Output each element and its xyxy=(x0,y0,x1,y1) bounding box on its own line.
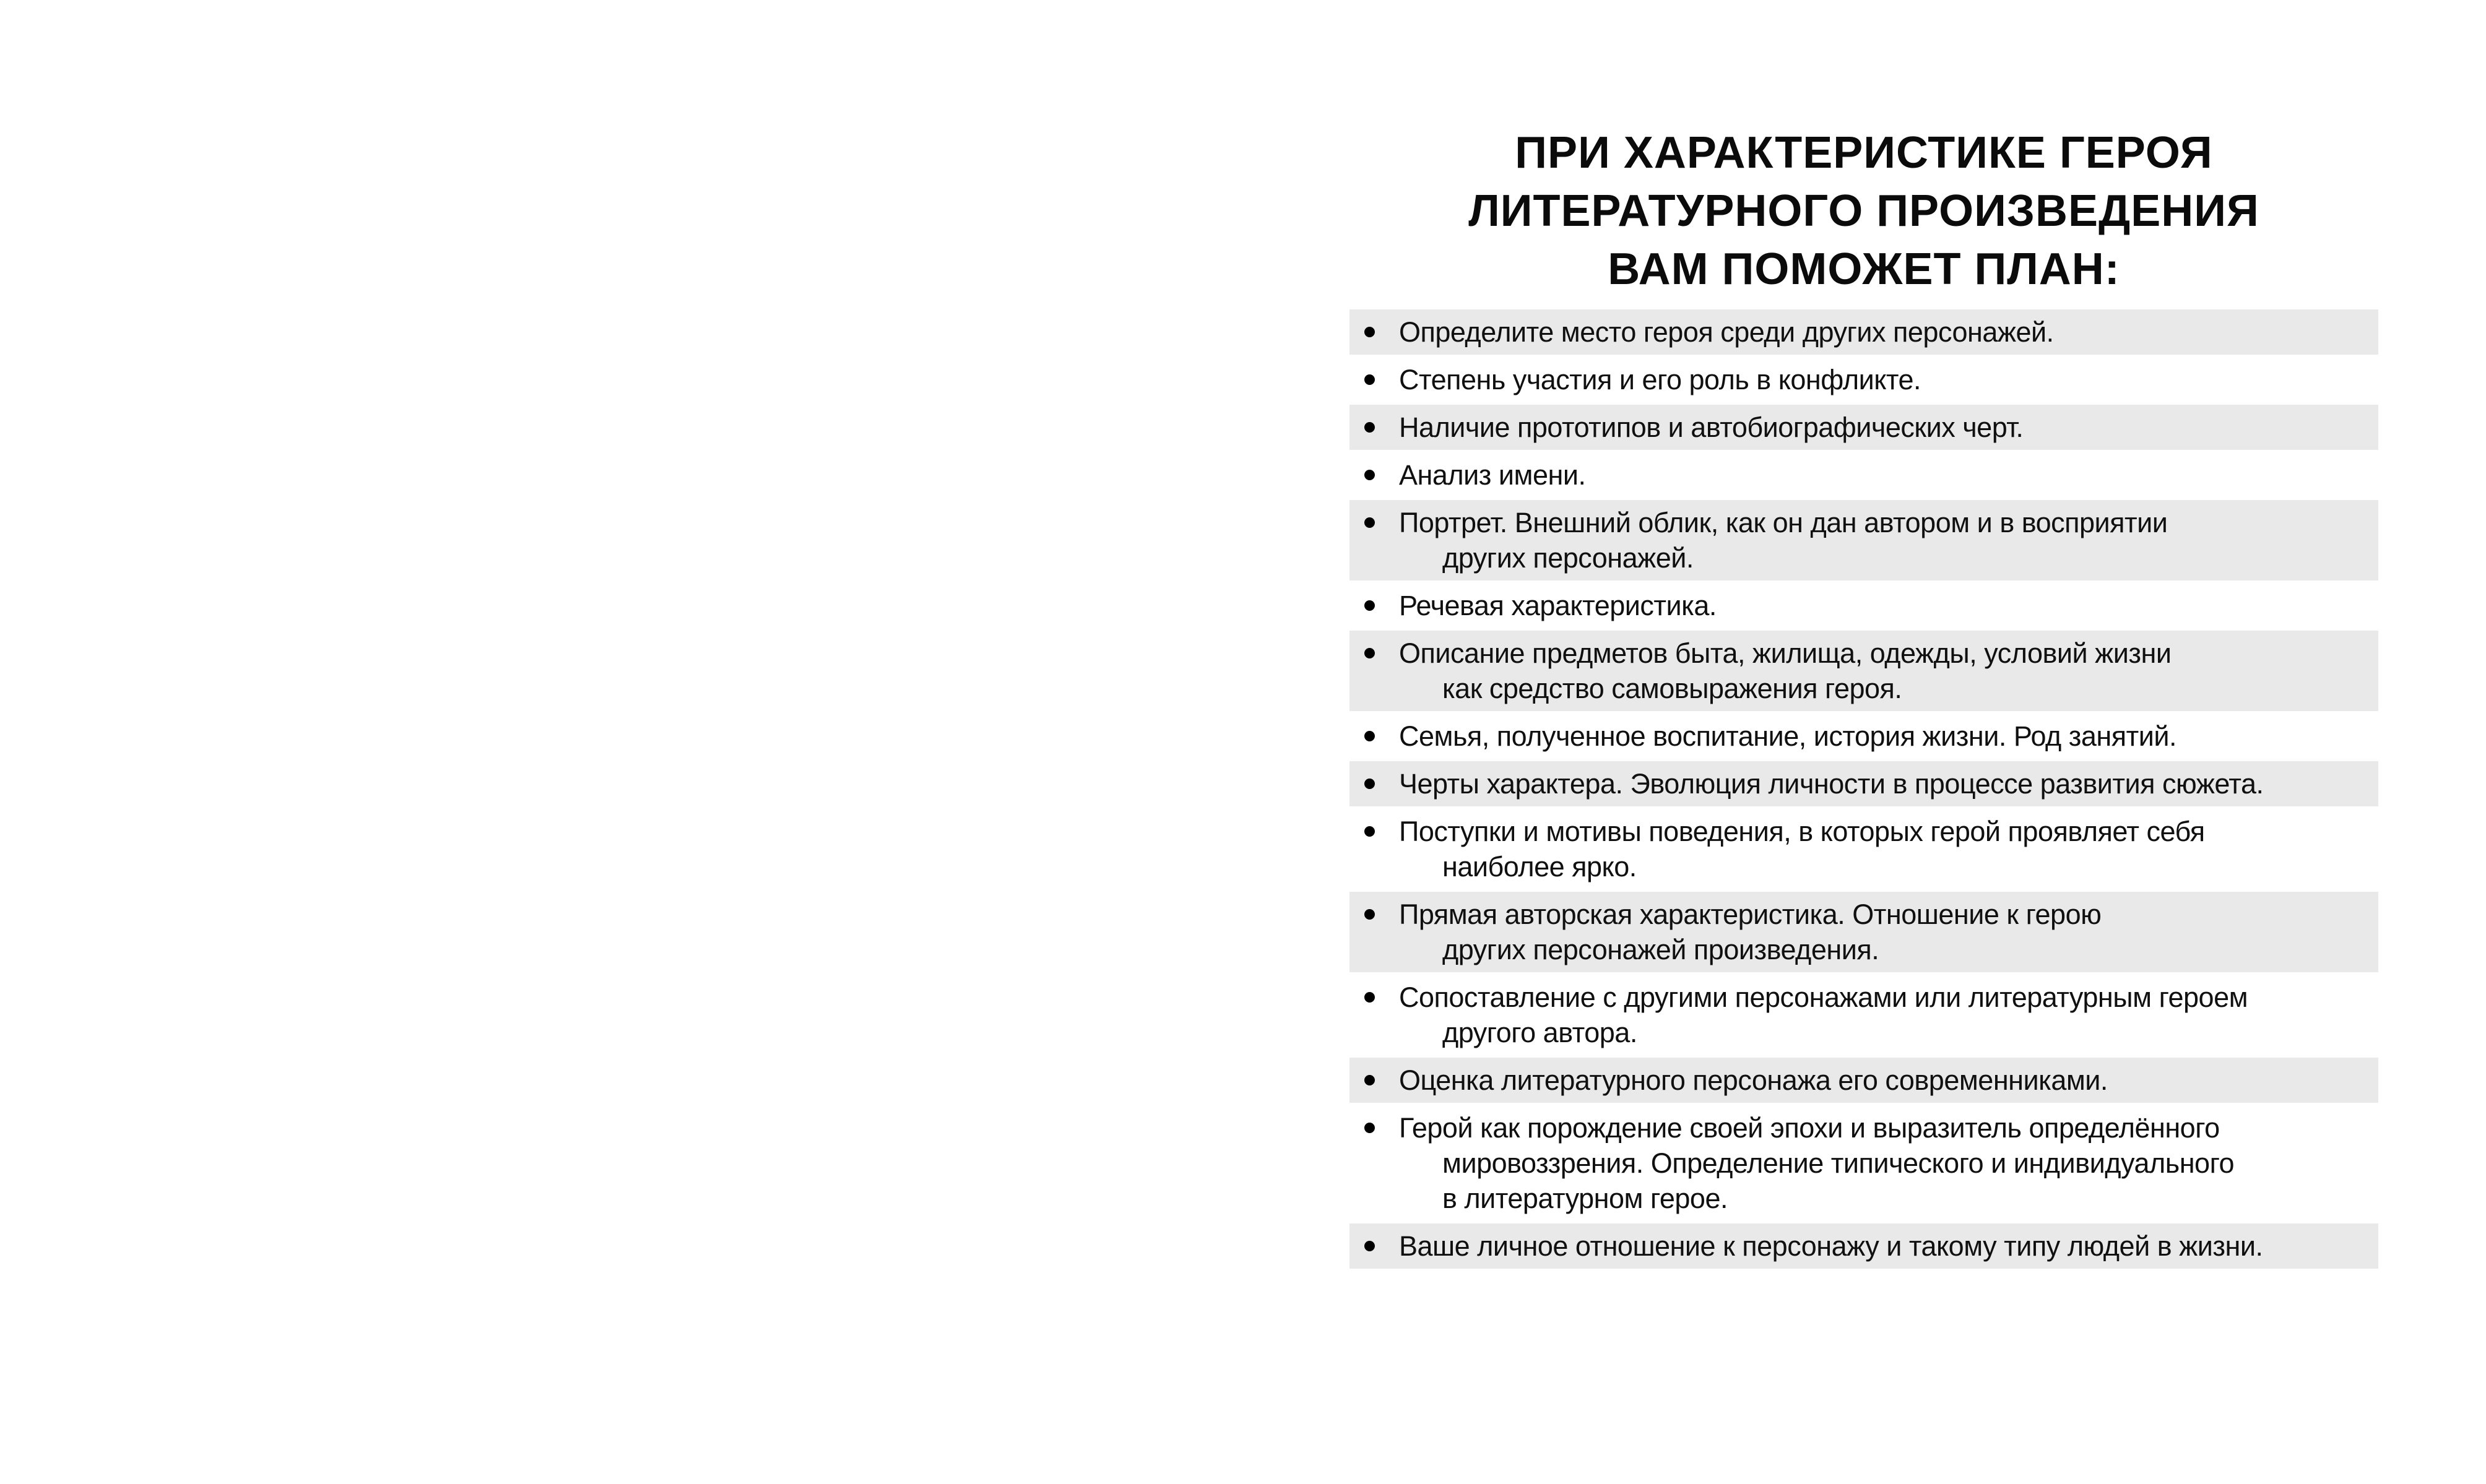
list-item-line-continuation: наиболее ярко. xyxy=(1442,851,1637,882)
list-item-line: Черты характера. Эволюция личности в процессе развития сюжета. xyxy=(1399,768,2264,800)
list-item xyxy=(1349,1223,2378,1269)
list-item-line: Описание предметов быта, жилища, одежды, условий жизни xyxy=(1399,637,2172,669)
list-item xyxy=(1349,309,2378,355)
bullet-icon xyxy=(1364,909,1375,920)
list-item xyxy=(1349,583,2378,628)
list-item-line-continuation: других персонажей произведения. xyxy=(1442,934,1879,965)
bullet-icon xyxy=(1364,779,1375,789)
list-item-line: Степень участия и его роль в конфликте. xyxy=(1399,364,1921,395)
bullet-icon xyxy=(1364,517,1375,528)
bullet-icon xyxy=(1364,826,1375,837)
list-item-line-continuation: мировоззрения. Определение типического и индивидуального xyxy=(1442,1147,2235,1179)
bullet-icon xyxy=(1364,1241,1375,1251)
list-item xyxy=(1349,892,2378,972)
page-title-line-3: ВАМ ПОМОЖЕТ ПЛАН: xyxy=(1608,244,2120,294)
list-item-text xyxy=(1399,766,2373,801)
bullet-icon xyxy=(1364,731,1375,741)
list-item-line: Ваше личное отношение к персонажу и такому типу людей в жизни. xyxy=(1399,1230,2263,1262)
list-item-line-continuation: других персонажей. xyxy=(1442,542,1694,574)
list-item-line-continuation: как средство самовыражения героя. xyxy=(1442,673,1902,704)
list-item-line: Герой как порождение своей эпохи и выразитель определённого xyxy=(1399,1112,2220,1144)
list-item xyxy=(1349,1058,2378,1103)
list-item xyxy=(1349,405,2378,450)
list-item-line: Речевая характеристика. xyxy=(1399,590,1717,621)
list-item-text xyxy=(1399,897,2373,967)
list-item-text xyxy=(1399,718,2373,754)
list-item xyxy=(1349,452,2378,498)
list-item-line: Портрет. Внешний облик, как он дан автором и в восприятии xyxy=(1399,507,2168,538)
list-item xyxy=(1349,809,2378,889)
list-item-line: Прямая авторская характеристика. Отношение к герою xyxy=(1399,899,2102,930)
bullet-icon xyxy=(1364,1123,1375,1133)
list-item-text xyxy=(1399,457,2373,493)
list-item-line: Семья, полученное воспитание, история жизни. Род занятий. xyxy=(1399,720,2177,752)
plan-list xyxy=(1349,309,2378,1269)
list-item-text xyxy=(1399,814,2373,884)
bullet-icon xyxy=(1364,374,1375,385)
list-item-line-continuation: другого автора. xyxy=(1442,1017,1637,1048)
list-item xyxy=(1349,714,2378,759)
list-item-line-continuation: в литературном герое. xyxy=(1442,1183,1728,1214)
list-item-line: Определите место героя среди других персонажей. xyxy=(1399,316,2054,348)
bullet-icon xyxy=(1364,600,1375,611)
list-item-text xyxy=(1399,410,2373,445)
list-item-text xyxy=(1399,505,2373,576)
list-item-line: Наличие прототипов и автобиографических черт. xyxy=(1399,412,2024,443)
list-item xyxy=(1349,631,2378,711)
list-item-line: Сопоставление с другими персонажами или литературным героем xyxy=(1399,981,2248,1013)
list-item-line: Оценка литературного персонажа его современниками. xyxy=(1399,1064,2108,1096)
bullet-icon xyxy=(1364,992,1375,1003)
bullet-icon xyxy=(1364,1075,1375,1085)
list-item-line: Поступки и мотивы поведения, в которых герой проявляет себя xyxy=(1399,816,2205,847)
list-item-text xyxy=(1399,980,2373,1050)
list-item-text xyxy=(1399,588,2373,623)
list-item-text xyxy=(1399,1063,2373,1098)
slide-content xyxy=(1349,124,2378,1271)
list-item xyxy=(1349,761,2378,806)
page-title xyxy=(1349,124,2378,298)
list-item xyxy=(1349,975,2378,1055)
list-item-text xyxy=(1399,1228,2373,1264)
list-item-line: Анализ имени. xyxy=(1399,459,1586,491)
list-item xyxy=(1349,500,2378,580)
bullet-icon xyxy=(1364,470,1375,480)
list-item-text xyxy=(1399,1110,2373,1216)
list-item-text xyxy=(1399,314,2373,350)
page-title-line-2: ЛИТЕРАТУРНОГО ПРОИЗВЕДЕНИЯ xyxy=(1468,186,2259,236)
bullet-icon xyxy=(1364,648,1375,658)
list-item xyxy=(1349,1105,2378,1221)
list-item-text xyxy=(1399,636,2373,706)
bullet-icon xyxy=(1364,422,1375,433)
bullet-icon xyxy=(1364,327,1375,337)
list-item xyxy=(1349,357,2378,402)
list-item-text xyxy=(1399,362,2373,397)
page-title-line-1: ПРИ ХАРАКТЕРИСТИКЕ ГЕРОЯ xyxy=(1515,128,2213,178)
